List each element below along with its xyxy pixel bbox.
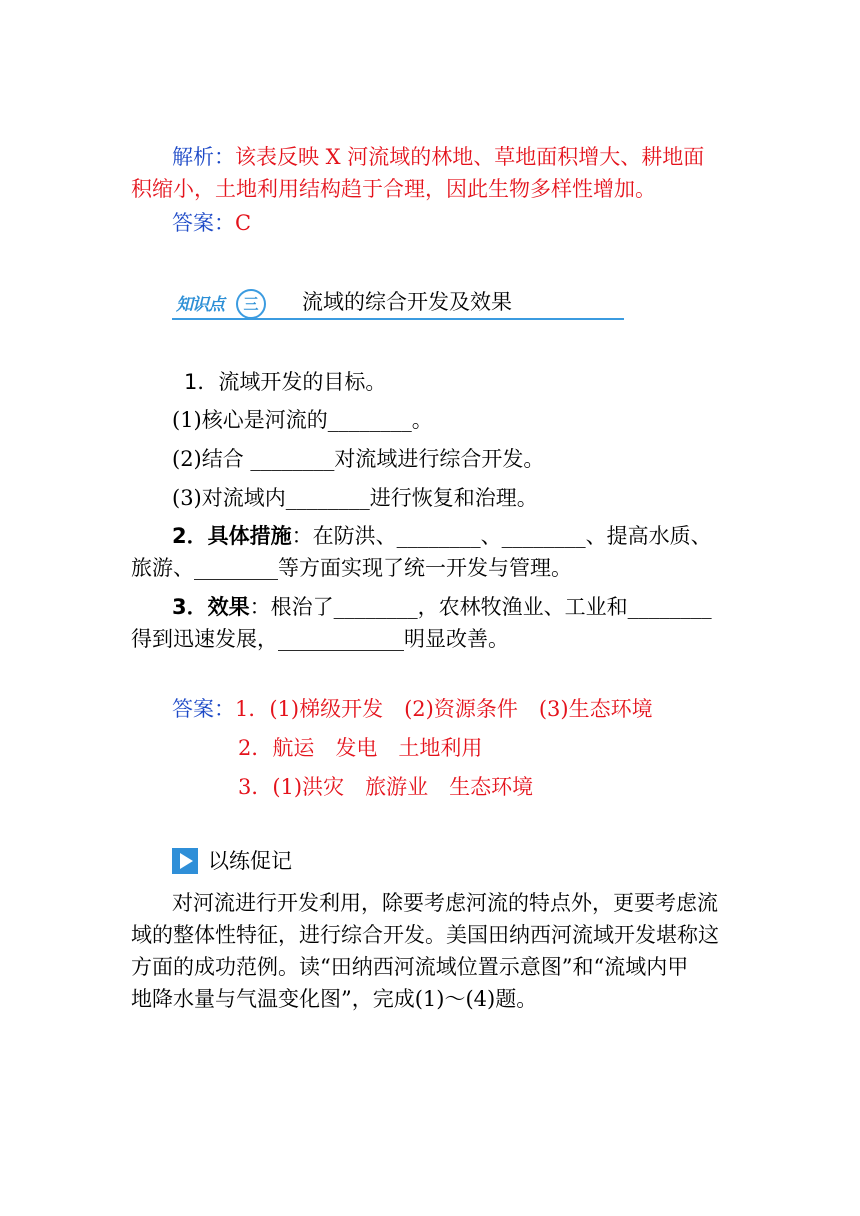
- answer2-line-1: [172, 694, 653, 724]
- q3-text-2: 得到迅速发展，____________明显改善。: [131, 627, 509, 651]
- section-title: 流域的综合开发及效果: [302, 290, 512, 314]
- q1-b: (2)结合 ________对流域进行综合开发。: [172, 447, 545, 471]
- analysis-text-2: 积缩小，土地利用结构趋于合理，因此生物多样性增加。: [131, 177, 656, 201]
- q1-a: (1)核心是河流的________。: [172, 408, 433, 432]
- q2-label: 2．具体措施: [172, 524, 292, 548]
- analysis-text-1: 该表反映 X 河流域的林地、草地面积增大、耕地面: [235, 145, 705, 169]
- answer-value: C: [235, 211, 252, 235]
- q3-line-1: [172, 592, 712, 622]
- practice-title: 以练促记: [208, 849, 292, 873]
- section-heading: [172, 288, 624, 320]
- q3-label: 3．效果: [172, 595, 250, 619]
- practice-line-2: 域的整体性特征，进行综合开发。美国田纳西河流域开发堪称这: [131, 923, 719, 947]
- practice-line-1: 对河流进行开发利用，除要考虑河流的特点外，更要考虑流: [172, 891, 718, 915]
- answer2-label: 答案：: [172, 697, 235, 721]
- q2-line-1: [172, 521, 712, 551]
- q3-text-1: ：根治了________，农林牧渔业、工业和________: [249, 595, 712, 619]
- answer-line: [172, 208, 251, 238]
- practice-line-3: 方面的成功范例。读“田纳西河流域位置示意图”和“流域内甲: [131, 955, 689, 979]
- badge-text: 知识点: [176, 295, 224, 315]
- play-icon: [172, 848, 198, 874]
- answer2-text-1: 1．(1)梯级开发 (2)资源条件 (3)生态环境: [235, 697, 653, 721]
- knowledge-point-badge: [172, 288, 268, 316]
- q1-c: (3)对流域内________进行恢复和治理。: [172, 486, 538, 510]
- answer2-text-2: 2．航运 发电 土地利用: [238, 736, 483, 760]
- answer2-text-3: 3．(1)洪灾 旅游业 生态环境: [238, 775, 534, 799]
- q1-title: 1．流域开发的目标。: [184, 370, 387, 394]
- analysis-line-1: [172, 142, 704, 172]
- q2-text-2: 旅游、________等方面实现了统一开发与管理。: [131, 556, 572, 580]
- badge-number: 三: [236, 289, 266, 319]
- answer-label: 答案：: [172, 211, 235, 235]
- q2-text-1: ：在防洪、________、________、提高水质、: [291, 524, 712, 548]
- analysis-label: 解析：: [172, 145, 235, 169]
- practice-line-4: 地降水量与气温变化图”，完成(1)～(4)题。: [131, 987, 538, 1011]
